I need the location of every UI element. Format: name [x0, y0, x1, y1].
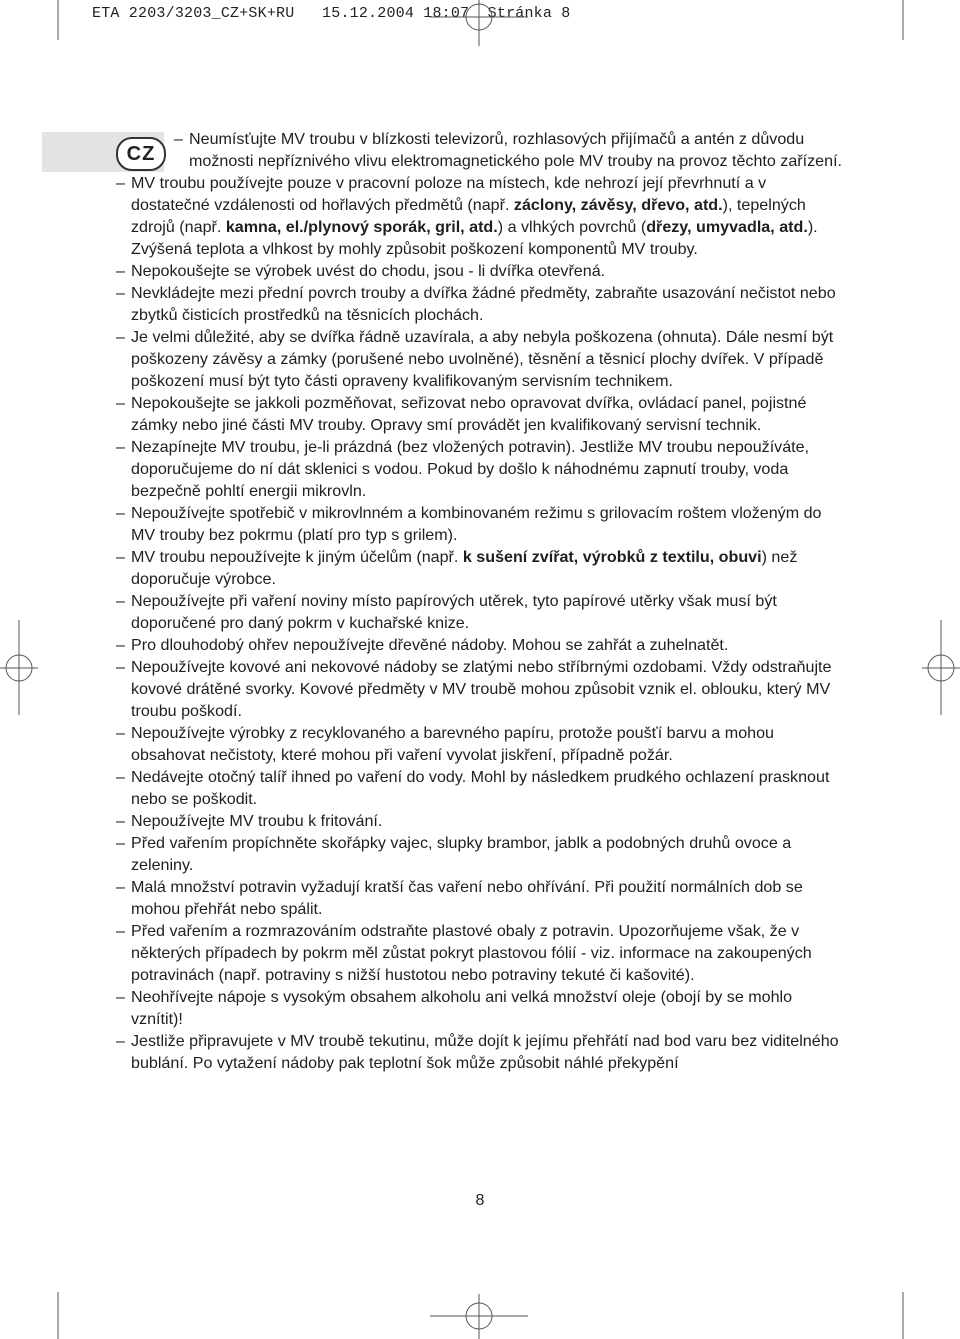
list-item	[116, 326, 846, 392]
list-item	[116, 436, 846, 502]
item-text: Nevkládejte mezi přední povrch trouby a dvířka žádné předměty, zabraňte usazování nečistot nebo zbytků čisticích prostředků na těsnicích plochách.	[131, 284, 836, 324]
item-text: Je velmi důležité, aby se dvířka řádně uzavírala, a aby nebyla poškozena (ohnuta). Dále nesmí být poškozeny závěsy a zámky (porušené nebo uvolněné), těsnění a těsnicí plochy dvířek. V případě poškození musí být tyto části opraveny kvalifikovaným servisním technikem.	[131, 328, 834, 390]
bullet-dash: –	[116, 1032, 125, 1050]
bullet-dash: –	[116, 394, 125, 412]
item-text: Nedávejte otočný talíř ihned po vaření do vody. Mohl by následkem prudkého ochlazení prasknout nebo se poškodit.	[131, 768, 830, 808]
item-text: Nepoužívejte výrobky z recyklovaného a barevného papíru, protože poušťí barvu a mohou obsahovat nečistoty, které mohou při vaření vyvolat jiskření, případně požár.	[131, 724, 775, 764]
bullet-dash: –	[116, 768, 125, 786]
page-number: 8	[475, 1192, 485, 1209]
item-text: ). Zvýšená teplota a vlhkost by mohly způsobit poškození komponentů MV trouby.	[131, 218, 818, 258]
list-item	[116, 920, 846, 986]
list-item	[116, 766, 846, 810]
item-text: Neumísťujte MV troubu v blízkosti televizorů, rozhlasových přijímačů a antén z důvodu možnosti nepříznivého vlivu elektromagnetického pole MV trouby na provoz těchto zařízení.	[189, 130, 843, 170]
item-text: Nepokoušejte se výrobek uvést do chodu, jsou - li dvířka otevřená.	[131, 262, 606, 280]
item-text: Před vařením propíchněte skořápky vajec, slupky brambor, jablk a podobných druhů ovoce a zeleniny.	[131, 834, 792, 874]
bold-text: k sušení zvířat, výrobků z textilu, obuvi	[462, 548, 762, 566]
bold-text: kamna, el./plynový sporák, gril, atd.	[225, 218, 498, 236]
item-text: Nepoužívejte spotřebič v mikrovlnném a kombinovaném režimu s grilovacím roštem vloženým do MV trouby bez pokrmu (platí pro typ s grilem).	[131, 504, 822, 544]
bullet-dash: –	[116, 636, 125, 654]
item-text: Jestliže připravujete v MV troubě tekutinu, může dojít k jejímu přehřátí nad bod varu bez viditelného bublání. Po vytažení nádoby pak teplotní šok může způsobit náhlé překypění	[131, 1032, 839, 1072]
bullet-dash: –	[116, 504, 125, 522]
instruction-list	[116, 128, 846, 1074]
item-text: ), tepelných zdrojů (např.	[131, 196, 806, 236]
item-text: Malá množství potravin vyžadují kratší čas vaření nebo ohřívání. Při použití normálních dob se mohou přehřát nebo spálit.	[131, 878, 803, 918]
item-text: Nepoužívejte kovové ani nekovové nádoby se zlatými nebo stříbrnými ozdobami. Vždy odstraňujte kovové drátěné svorky. Kovové předměty v MV troubě mohou způsobit vznik el. oblouku, který MV troubu poškodí.	[131, 658, 832, 720]
item-text: Nezapínejte MV troubu, je-li prázdná (bez vložených potravin). Jestliže MV troubu nepoužíváte, doporučujeme do ní dát sklenici s vodou. Pokud by došlo k náhodnému zapnutí trouby, voda bezpečně pohltí energii mikrovln.	[131, 438, 810, 500]
list-item	[116, 502, 846, 546]
list-item	[116, 172, 846, 260]
item-text: MV troubu nepoužívejte k jiným účelům (např.	[131, 548, 463, 566]
bullet-dash: –	[116, 328, 125, 346]
bold-text: dřezy, umyvadla, atd.	[646, 218, 808, 236]
bullet-dash: –	[116, 438, 125, 456]
bullet-dash: –	[116, 592, 125, 610]
bullet-dash: –	[116, 922, 125, 940]
item-text: Nepokoušejte se jakkoli pozměňovat, seřizovat nebo opravovat dvířka, ovládací panel, pojistné zámky nebo jiné části MV trouby. Opravy smí provádět jen kvalifikovaný servisní technik.	[131, 394, 807, 434]
print-slug-header: ETA 2203/3203_CZ+SK+RU 15.12.2004 18:07 Stránka 8	[92, 5, 571, 22]
list-item	[116, 722, 846, 766]
list-item	[116, 392, 846, 436]
list-item	[116, 810, 846, 832]
list-item	[116, 590, 846, 634]
bullet-dash: –	[116, 988, 125, 1006]
item-text: Pro dlouhodobý ohřev nepoužívejte dřevěné nádoby. Mohou se zahřát a zuhelnatět.	[131, 636, 729, 654]
bullet-dash: –	[174, 130, 183, 148]
list-item	[116, 832, 846, 876]
language-badge: CZ	[116, 137, 166, 171]
item-text: Před vařením a rozmrazováním odstraňte plastové obaly z potravin. Upozorňujeme však, že v některých případech by pokrm měl zůstat pokryt plastovou fólií - viz. informace na zakoupených potravinách (např. potraviny s nižší hustotou nebo potraviny tekuté či kašovité).	[131, 922, 812, 984]
bullet-dash: –	[116, 812, 125, 830]
item-text: Nepoužívejte MV troubu k fritování.	[131, 812, 383, 830]
bullet-dash: –	[116, 724, 125, 742]
bullet-dash: –	[116, 262, 125, 280]
item-text: Nepoužívejte při vaření noviny místo papírových utěrek, tyto papírové utěrky však musí být doporučené pro daný pokrm v kuchařské knize.	[131, 592, 777, 632]
bullet-dash: –	[116, 834, 125, 852]
list-item	[174, 128, 846, 172]
bullet-dash: –	[116, 284, 125, 302]
item-text: ) a vlhkých povrchů (	[497, 218, 647, 236]
item-text: MV troubu používejte pouze v pracovní poloze na místech, kde nehrozí její převrhnutí a v dostatečné vzdálenosti od hořlavých předmětů (např.	[131, 174, 767, 214]
bold-text: záclony, závěsy, dřevo, atd.	[513, 196, 723, 214]
bullet-dash: –	[116, 878, 125, 896]
bullet-dash: –	[116, 658, 125, 676]
bullet-dash: –	[116, 174, 125, 192]
bullet-dash: –	[116, 548, 125, 566]
item-text: Neohřívejte nápoje s vysokým obsahem alkoholu ani velká množství oleje (obojí by se mohlo vznítit)!	[131, 988, 793, 1028]
list-item	[116, 546, 846, 590]
list-item	[116, 260, 846, 282]
item-text: ) než doporučuje výrobce.	[131, 548, 798, 588]
list-item	[116, 1030, 846, 1074]
list-item	[116, 986, 846, 1030]
list-item	[116, 282, 846, 326]
list-item	[116, 656, 846, 722]
list-item	[116, 634, 846, 656]
list-item	[116, 876, 846, 920]
